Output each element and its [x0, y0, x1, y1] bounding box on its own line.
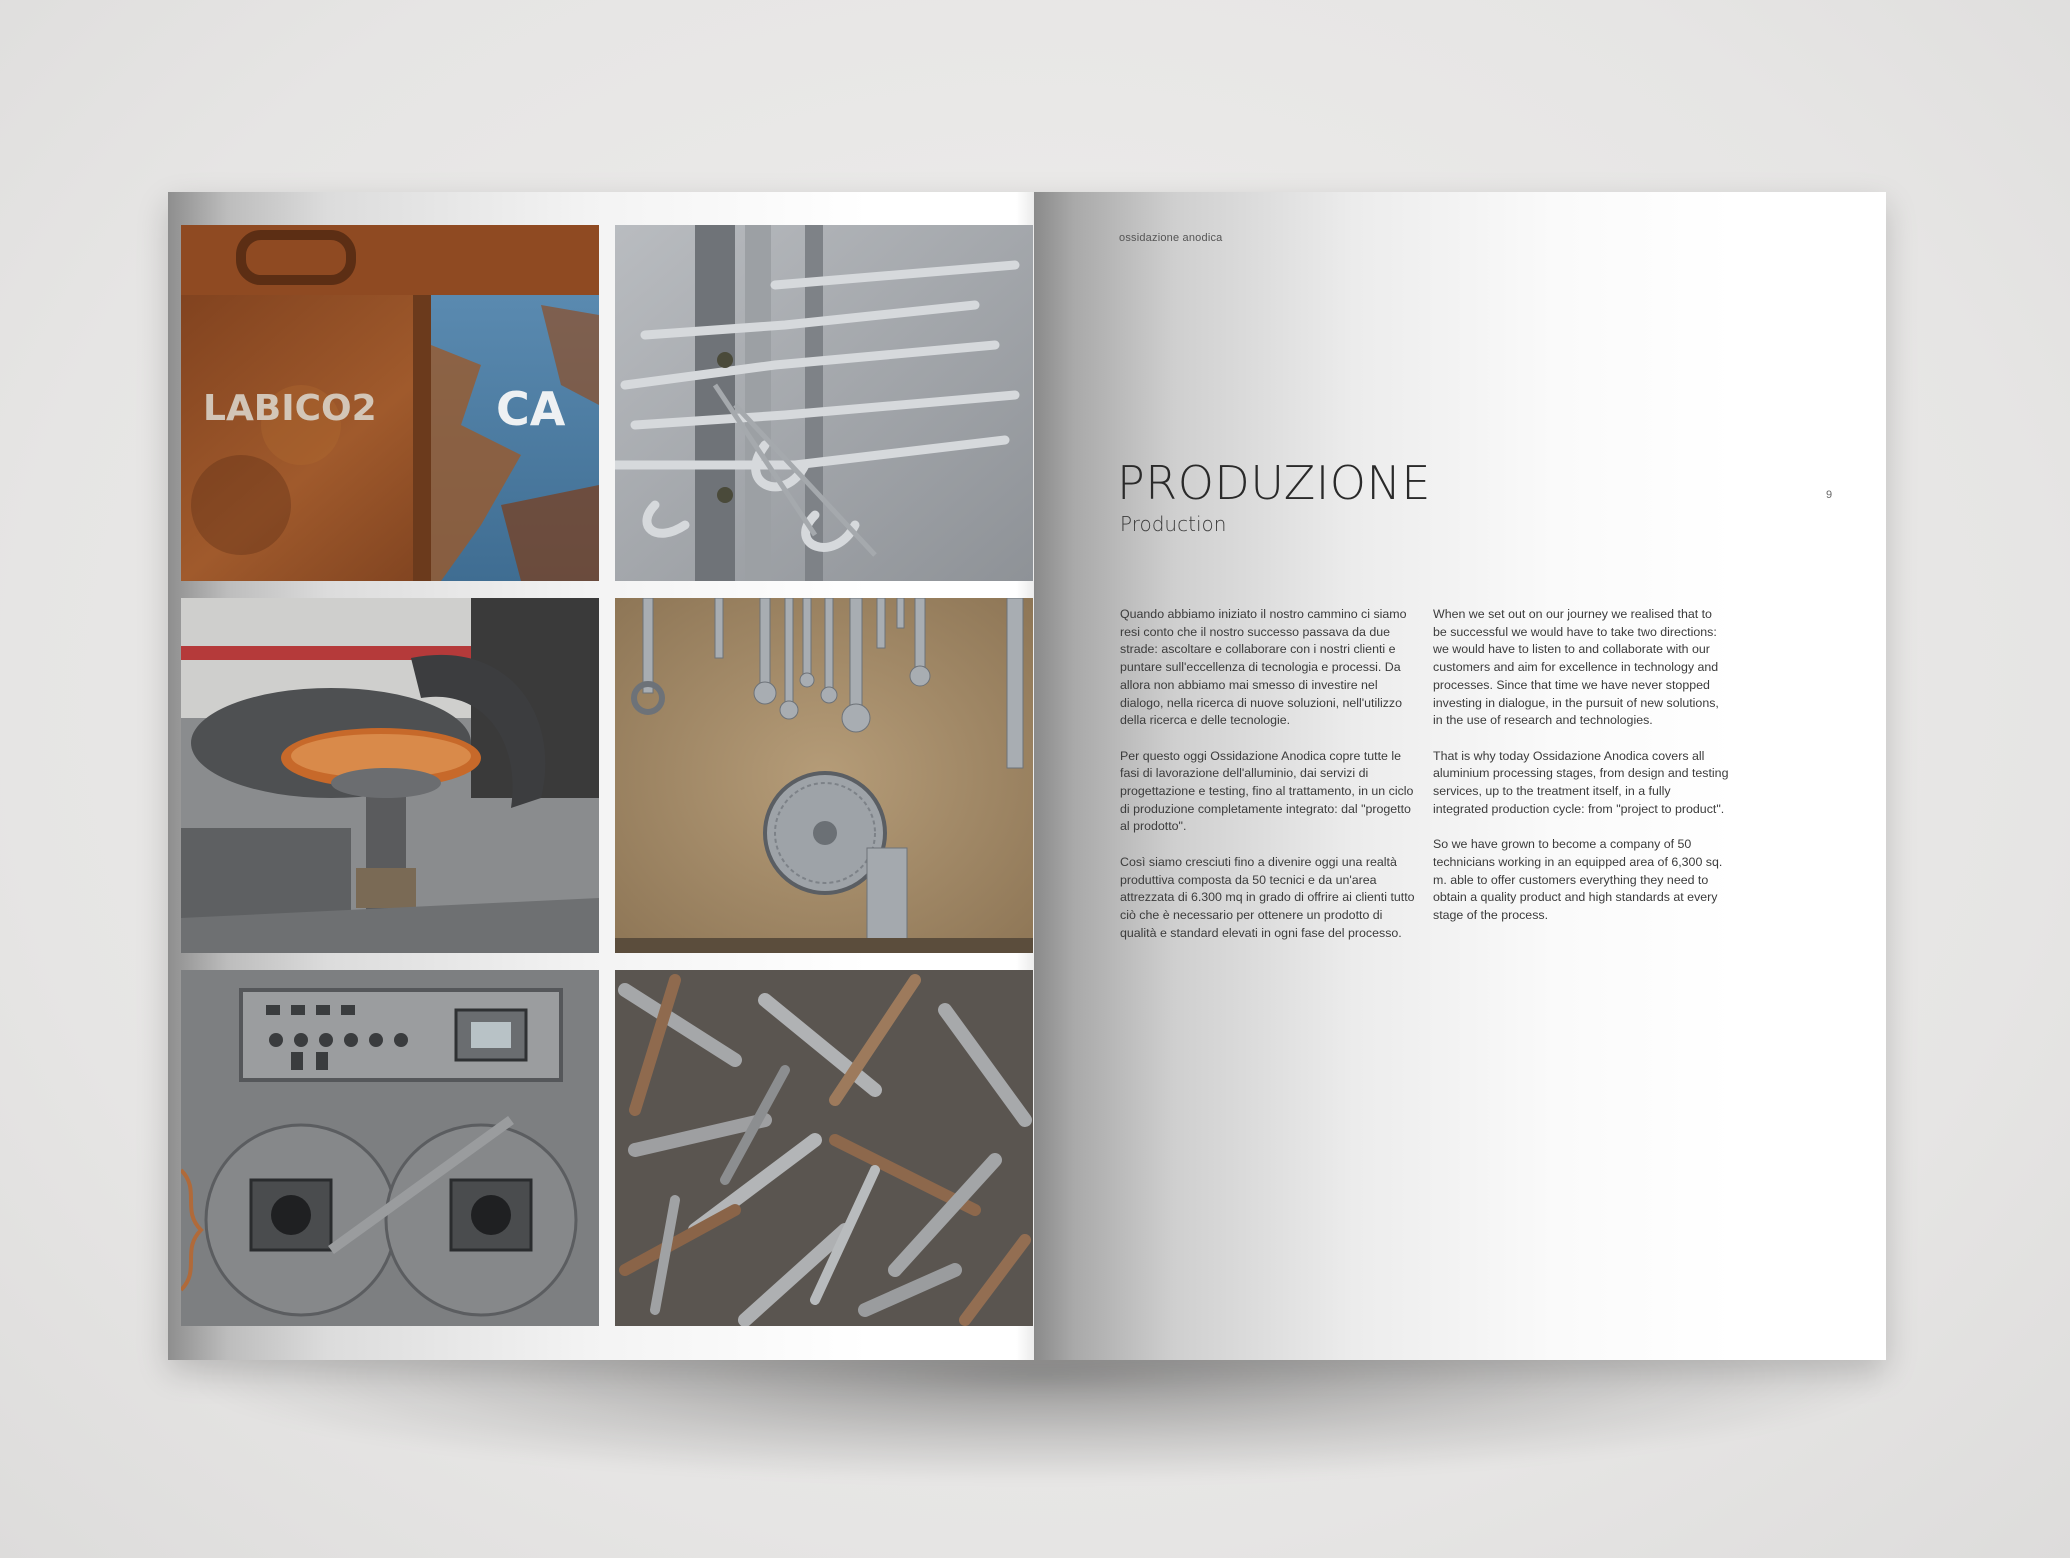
- italian-paragraph-3: Così siamo cresciuti fino a divenire oggi una realtà produttiva composta da 50 tecnici e da un'area attrezzata di 6.300 mq in grado di offrire ai clienti tutto ciò che è necessario per ottenere un prodotto di qualità e standard elevati in ogni fase del processo.: [1120, 854, 1415, 940]
- english-paragraph-3: So we have grown to become a company of 50 technicians working in an equipped area of 6,300 sq. m. able to offer customers everything they need to obtain a quality product and high standards at every stage of the process.: [1433, 837, 1723, 922]
- italian-column: [1120, 606, 1422, 960]
- photo-rusty-container: [181, 225, 599, 581]
- photo-control-panel: [181, 970, 599, 1326]
- photo-wall-tools: [615, 598, 1033, 953]
- photo-metal-hooks: [615, 225, 1033, 581]
- italian-paragraph-1: Quando abbiamo iniziato il nostro cammino ci siamo resi conto che il nostro successo passava da due strade: ascoltare e collaborare con i nostri clienti e puntare sull'eccellenza di tecnologia e processi. Da allora non abbiamo mai smesso di investire nel dialogo, nella ricerca di nuove soluzioni, nell'utilizzo della ricerca e delle tecnologie.: [1120, 607, 1407, 728]
- stencil-text-left: LABICO2: [203, 388, 377, 429]
- photo-metal-clips: [615, 970, 1033, 1326]
- english-paragraph-2: That is why today Ossidazione Anodica covers all aluminium processing stages, from design and testing services, up to the treatment itself, in a fully integrated production cycle: from "project to product".: [1433, 748, 1729, 816]
- english-column: [1433, 606, 1729, 942]
- page-title: PRODUZIONE: [1117, 456, 1431, 510]
- english-paragraph-1: When we set out on our journey we realised that to be successful we would have to take two directions: we would have to listen to and collaborate with our customers and aim for excellence in technology and processes. Since that time we have never stopped investing in dialogue, in the pursuit of new solutions, in the use of research and technologies.: [1433, 607, 1719, 728]
- stencil-text-right: CA: [496, 382, 566, 436]
- page-subtitle: Production: [1120, 512, 1227, 536]
- photo-grinding-machine: [181, 598, 599, 953]
- page-number: 9: [1826, 489, 1833, 501]
- running-head: ossidazione anodica: [1119, 232, 1223, 244]
- italian-paragraph-2: Per questo oggi Ossidazione Anodica copre tutte le fasi di lavorazione dell'alluminio, dai servizi di progettazione e testing, fino al trattamento, in un ciclo di produzione completamente integrato: dal "progetto al prodotto".: [1120, 748, 1414, 834]
